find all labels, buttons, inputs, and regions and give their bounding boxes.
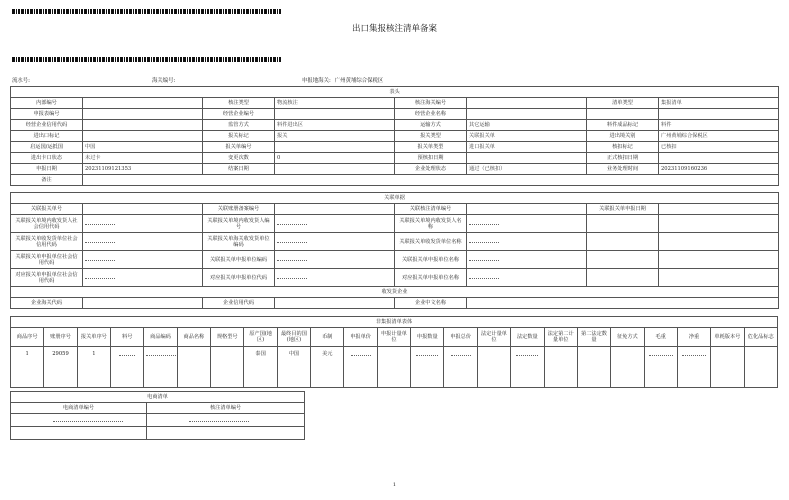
ecommerce-list-no-cell [11, 427, 147, 440]
goods-cell [377, 347, 410, 362]
goods-column-header: 申报计量单位 [377, 328, 410, 347]
goods-column-header: 账册序号 [44, 328, 77, 347]
linked-field-value [467, 269, 587, 287]
head-field-value: 关联报关单 [467, 131, 587, 142]
goods-cell [577, 347, 610, 362]
customs-no: 海关编号: [152, 78, 176, 84]
linked-field-label: 关联报关单申报单位名称 [395, 251, 467, 269]
head-field-value [659, 153, 779, 164]
goods-cell [177, 361, 210, 388]
goods-cell [111, 347, 144, 362]
linked-field-label: 对应报关单申报单位社会信用代码 [11, 269, 83, 287]
head-field-label: 报关单类型 [395, 142, 467, 153]
head-field-label: 业务处理时间 [587, 164, 659, 175]
goods-column-header: 法定第二计量单位 [544, 328, 577, 347]
head-field-value: 20231109160236 [659, 164, 779, 175]
head-field-label: 启运国/运抵国 [11, 142, 83, 153]
linked-field-value [83, 204, 203, 215]
goods-column-header: 商品编码 [144, 328, 177, 347]
head-field-label: 经营企业信用代码 [11, 120, 83, 131]
goods-section-title: 非集报清单表体 [11, 317, 778, 328]
head-field-label: 料件成品标记 [587, 120, 659, 131]
head-field-label [587, 109, 659, 120]
goods-cell [577, 361, 610, 388]
goods-cell [744, 361, 777, 388]
head-row [11, 164, 779, 175]
goods-cell: 29059 [44, 347, 77, 362]
head-field-value [83, 98, 203, 109]
goods-cell [177, 347, 210, 362]
head-field-value: 物流核注 [275, 98, 395, 109]
head-field-value [467, 153, 587, 164]
goods-cell [511, 347, 544, 362]
head-field-value [659, 109, 779, 120]
head-field-value [83, 131, 203, 142]
linked-field-value [275, 204, 395, 215]
goods-cell [611, 361, 644, 388]
head-field-label: 申报日期 [11, 164, 83, 175]
linked-field-value [275, 215, 395, 233]
goods-column-header: 申报数量 [411, 328, 444, 347]
remark-label: 备注 [11, 175, 83, 186]
head-field-label: 经营企业名称 [395, 109, 467, 120]
goods-cell [677, 347, 710, 362]
linked-field-value [659, 251, 779, 269]
goods-cell: 美元 [311, 347, 344, 362]
linked-field-label: 关联报关单境内收发货人编号 [203, 215, 275, 233]
linked-field-label [587, 251, 659, 269]
goods-column-header: 料号 [111, 328, 144, 347]
head-field-label: 核注海关编号 [395, 98, 467, 109]
goods-cell [211, 347, 244, 362]
linked-field-label: 关联核注清单编号 [395, 204, 467, 215]
head-field-label: 正式核扣日期 [587, 153, 659, 164]
head-field-label: 进出卡口状态 [11, 153, 83, 164]
linked-field-label: 关联报关单申报单位编码 [203, 251, 275, 269]
head-section-title: 表头 [11, 87, 779, 98]
ecommerce-list-no-cell [11, 414, 147, 427]
linked-field-value [83, 251, 203, 269]
goods-column-header: 申报总价 [444, 328, 477, 347]
goods-cell [344, 361, 377, 388]
head-row [11, 120, 779, 131]
head-row [11, 131, 779, 142]
goods-cell [711, 347, 744, 362]
head-field-value: 料件进出区 [275, 120, 395, 131]
goods-cell [511, 361, 544, 388]
goods-column-header: 规格型号 [211, 328, 244, 347]
head-field-value: 未过卡 [83, 153, 203, 164]
linked-field-label: 关联账册备案编号 [203, 204, 275, 215]
head-field-value: 其它运输 [467, 120, 587, 131]
linked-field-label: 关联报关单申报日期 [587, 204, 659, 215]
shipper-field-value [275, 298, 395, 309]
head-table [10, 86, 779, 309]
head-field-value [275, 142, 395, 153]
goods-table [10, 316, 778, 388]
head-field-label: 报关标记 [203, 131, 275, 142]
ecommerce-list-no-header: 电商清单编号 [11, 403, 147, 414]
linked-field-label [587, 215, 659, 233]
linked-field-label: 关联报关单境内收发货人名称 [395, 215, 467, 233]
head-field-label: 清单类型 [587, 98, 659, 109]
goods-cell [644, 361, 677, 388]
head-field-label: 申报表编号 [11, 109, 83, 120]
linked-row [11, 251, 779, 269]
head-row [11, 109, 779, 120]
linked-field-value [83, 233, 203, 251]
linked-field-label: 对应报关单申报单位代码 [203, 269, 275, 287]
head-field-label: 结案日期 [203, 164, 275, 175]
head-field-label: 进出口标记 [11, 131, 83, 142]
linked-row [11, 204, 779, 215]
goods-cell [111, 361, 144, 388]
goods-column-header: 法定计量单位 [477, 328, 510, 347]
declare-customs: 申报地海关: 广州黄埔综合保税区 [302, 78, 384, 84]
head-field-value: 通过（已核扣） [467, 164, 587, 175]
shipper-field-label: 企业信用代码 [203, 298, 275, 309]
linked-field-label: 关联报关单号 [11, 204, 83, 215]
goods-cell [144, 361, 177, 388]
linked-field-value [659, 204, 779, 215]
note-list-no-header: 核注清单编号 [147, 403, 305, 414]
head-field-value: 集报清单 [659, 98, 779, 109]
barcode-mid [12, 57, 282, 62]
linked-field-value [467, 215, 587, 233]
goods-column-header: 申报单价 [344, 328, 377, 347]
linked-field-value [659, 215, 779, 233]
linked-field-value [467, 251, 587, 269]
note-list-no-cell [147, 414, 305, 427]
goods-cell [444, 361, 477, 388]
page-number: 1 [392, 482, 397, 488]
linked-field-value [275, 269, 395, 287]
goods-column-header: 毛重 [644, 328, 677, 347]
barcode-top [12, 9, 282, 14]
head-field-value: 20231109121353 [83, 164, 203, 175]
linked-row [11, 233, 779, 251]
goods-column-header: 最终目的国(地区) [277, 328, 310, 347]
goods-cell [44, 361, 77, 388]
shipper-field-label: 企业海关代码 [11, 298, 83, 309]
goods-cell [477, 361, 510, 388]
head-field-value [83, 109, 203, 120]
linked-field-value [467, 233, 587, 251]
head-row [11, 153, 779, 164]
goods-cell [311, 361, 344, 388]
linked-field-value [467, 204, 587, 215]
head-field-label: 企业处理状态 [395, 164, 467, 175]
head-field-value [275, 164, 395, 175]
goods-cell: 1 [11, 347, 44, 362]
linked-field-label: 关联报关单收发货单位名称 [395, 233, 467, 251]
unit-no: 流水号: [12, 78, 30, 84]
goods-column-header: 第二法定数量 [577, 328, 610, 347]
goods-cell [711, 361, 744, 388]
head-field-label: 运输方式 [395, 120, 467, 131]
goods-column-header: 币制 [311, 328, 344, 347]
head-field-label: 预核扣日期 [395, 153, 467, 164]
linked-field-label [587, 269, 659, 287]
linked-field-label: 对应报关单申报单位名称 [395, 269, 467, 287]
goods-cell [244, 361, 277, 388]
head-field-value: 中国 [83, 142, 203, 153]
linked-field-label [587, 233, 659, 251]
linked-field-value [83, 269, 203, 287]
linked-field-label: 关联报关单境内收发货人社会信用代码 [11, 215, 83, 233]
goods-cell [544, 347, 577, 362]
ecommerce-section-title: 电商清单 [11, 392, 305, 403]
head-field-label: 报关类型 [395, 131, 467, 142]
goods-cell [411, 347, 444, 362]
head-field-value: 已核扣 [659, 142, 779, 153]
linked-field-label: 关联报关单申报单位社会信用代码 [11, 251, 83, 269]
ecommerce-table [10, 391, 305, 440]
head-field-value: 广州黄埔综合保税区 [659, 131, 779, 142]
shipper-field-value [467, 298, 779, 309]
goods-cell [744, 347, 777, 362]
head-field-value: 进口报关单 [467, 142, 587, 153]
linked-field-label: 关联报关单海关收发货单位编码 [203, 233, 275, 251]
head-field-value [83, 120, 203, 131]
goods-column-header: 商品名称 [177, 328, 210, 347]
head-field-label: 核扣标记 [587, 142, 659, 153]
linked-field-value [83, 215, 203, 233]
goods-cell [444, 347, 477, 362]
head-field-label: 监管方式 [203, 120, 275, 131]
shipper-field-label: 企业中文名称 [395, 298, 467, 309]
goods-cell [277, 361, 310, 388]
linked-row [11, 215, 779, 233]
goods-cell [677, 361, 710, 388]
goods-column-header: 危化品标志 [744, 328, 777, 347]
goods-column-header: 单耗版本号 [711, 328, 744, 347]
goods-column-header: 征免方式 [611, 328, 644, 347]
goods-cell [411, 361, 444, 388]
head-field-label: 进出境关别 [587, 131, 659, 142]
linked-row [11, 269, 779, 287]
linked-field-value [659, 233, 779, 251]
linked-field-value [275, 251, 395, 269]
head-field-value: 0 [275, 153, 395, 164]
spacer [11, 186, 779, 193]
head-field-label: 内部编号 [11, 98, 83, 109]
head-field-value [275, 109, 395, 120]
linked-section-title: 关联单据 [11, 193, 779, 204]
goods-column-header: 原产国(地区) [244, 328, 277, 347]
goods-cell [11, 361, 44, 388]
linked-field-label: 关联报关单收发货单位社会信用代码 [11, 233, 83, 251]
linked-field-value [659, 269, 779, 287]
goods-column-header: 法定数量 [511, 328, 544, 347]
linked-field-value [275, 233, 395, 251]
goods-cell [544, 361, 577, 388]
note-list-no-cell [147, 427, 305, 440]
goods-cell: 泰国 [244, 347, 277, 362]
remark-value [83, 175, 779, 186]
goods-column-header: 净重 [677, 328, 710, 347]
head-field-value [467, 109, 587, 120]
head-row [11, 98, 779, 109]
goods-cell [377, 361, 410, 388]
goods-cell [611, 347, 644, 362]
goods-cell [77, 361, 110, 388]
goods-cell [344, 347, 377, 362]
document-title: 出口集报核注清单备案 [351, 24, 437, 34]
head-field-value [467, 98, 587, 109]
goods-cell [211, 361, 244, 388]
head-field-label: 核注类型 [203, 98, 275, 109]
head-field-label: 经营企业编号 [203, 109, 275, 120]
goods-cell: 中国 [277, 347, 310, 362]
goods-cell [477, 347, 510, 362]
goods-column-header: 报关单序号 [77, 328, 110, 347]
head-field-value: 报关 [275, 131, 395, 142]
head-field-label: 变更次数 [203, 153, 275, 164]
head-field-label: 报关单编号 [203, 142, 275, 153]
goods-cell: 1 [77, 347, 110, 362]
goods-cell [144, 347, 177, 362]
shipper-section-title: 收发货企业 [11, 287, 779, 298]
goods-cell [644, 347, 677, 362]
head-row [11, 142, 779, 153]
goods-column-header: 商品序号 [11, 328, 44, 347]
head-field-value: 料件 [659, 120, 779, 131]
shipper-field-value [83, 298, 203, 309]
